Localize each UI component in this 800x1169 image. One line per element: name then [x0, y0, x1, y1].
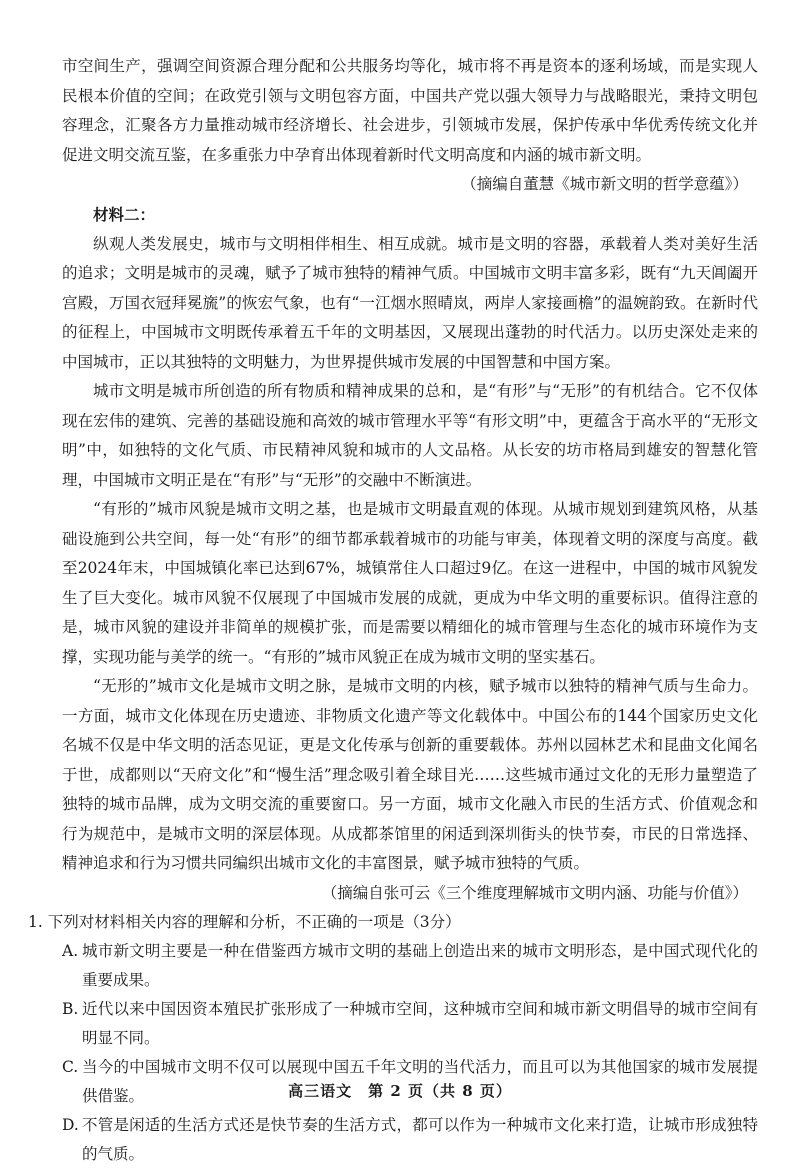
option-text: 近代以来中国因资本殖民扩张形成了一种城市空间，这种城市空间和城市新文明倡导的城市空间有明显不同。	[82, 1000, 758, 1047]
material2-source: （摘编自张可云《三个维度理解城市文明内涵、功能与价值》）	[321, 883, 748, 902]
material2-paragraph: “有形的”城市风貌是城市文明之基，也是城市文明最直观的体现。从城市规划到建筑风格，从基础设施到公共空间，每一处“有形”的细节都承载着城市的功能与审美，体现着文明的深度与高度。截至2024年末，中国城镇化率已达到67%，城镇常住人口超过9亿。在这一进程中，中国的城市风貌发生了巨大变化。城市风貌不仅展现了中国城市发展的成就，更成为中华文明的重要标识。值得注意的是，城市风貌的建设并非简单的规模扩张，而是需要以精细化的城市管理与生态化的城市环境作为支撑，实现功能与美学的统一。“有形的”城市风貌正在成为城市文明的坚实基石。	[62, 500, 758, 666]
material2-heading: 材料二：	[93, 204, 156, 224]
option-key: D.	[62, 1116, 79, 1134]
option-b	[62, 995, 758, 1053]
option-text: 城市新文明主要是一种在借鉴西方城市文明的基础上创造出来的城市文明形态，是中国式现代化的重要成果。	[82, 942, 758, 989]
option-key: C.	[62, 1058, 79, 1076]
option-text: 不管是闲适的生活方式还是快节奏的生活方式，都可以作为一种城市文化来打造，让城市形成独特的气质。	[82, 1116, 758, 1163]
option-a	[62, 937, 758, 995]
page-footer: 高三语文 第 2 页（共 8 页）	[288, 1082, 512, 1100]
material2-paragraph: 纵观人类发展史，城市与文明相伴相生、相互成就。城市是文明的容器，承载着人类对美好生活的追求；文明是城市的灵魂，赋予了城市独特的精神气质。中国城市文明丰富多彩，既有“九天阊阖开宫殿，万国衣冠拜冕旒”的恢宏气象，也有“一江烟水照晴岚，两岸人家接画檐”的温婉韵致。在新时代的征程上，中国城市文明既传承着五千年的文明基因，又展现出蓬勃的时代活力。以历史深处走来的中国城市，正以其独特的文明魅力，为世界提供城市发展的中国智慧和中国方案。	[62, 234, 758, 371]
question-1	[28, 908, 758, 1169]
option-text: 当今的中国城市文明不仅可以展现中国五千年文明的当代活力，而且可以为其他国家的城市发展提供借鉴。	[82, 1058, 758, 1105]
material2-paragraph: 城市文明是城市所创造的所有物质和精神成果的总和，是“有形”与“无形”的有机结合。它不仅体现在宏伟的建筑、完善的基础设施和高效的城市管理水平等“有形文明”中，更蕴含于高水平的“无形文明”中，如独特的文化气质、市民精神风貌和城市的人文品格。从长安的坊市格局到雄安的智慧化管理，中国城市文明正是在“有形”与“无形”的交融中不断演进。	[62, 382, 758, 489]
material1-source: （摘编自董慧《城市新文明的哲学意蕴》）	[461, 175, 748, 193]
material1-continuation: 市空间生产，强调空间资源合理分配和公共服务均等化，城市将不再是资本的逐利场域，而是实现人民根本价值的空间；在政党引领与文明包容方面，中国共产党以强大领导力与战略眼光，秉持文明包容理念，汇聚各方力量推动城市经济增长、社会进步，引领城市发展，保护传承中华优秀传统文化并促进文明交流互鉴，在多重张力中孕育出体现着新时代文明高度和内涵的城市新文明。	[62, 57, 758, 164]
option-d	[62, 1111, 758, 1169]
question-stem: 1. 下列对材料相关内容的理解和分析，不正确的一项是（3分）	[28, 913, 461, 931]
material2-paragraph: “无形的”城市文化是城市文明之脉，是城市文明的内核，赋予城市以独特的精神气质与生命力。一方面，城市文化体现在历史遗迹、非物质文化遗产等文化载体中。中国公布的144个国家历史文化名城不仅是中华文明的活态见证，更是文化传承与创新的重要载体。苏州以园林艺术和昆曲文化闻名于世，成都则以“天府文化”和“慢生活”理念吸引着全球目光……这些城市通过文化的无形力量塑造了独特的城市品牌，成为文明交流的重要窗口。另一方面，城市文化融入市民的生活方式、价值观念和行为规范中，是城市文明的深层体现。从成都茶馆里的闲适到深圳街头的快节奏，市民的日常选择、精神追求和行为习惯共同编织出城市文化的丰富图景，赋予城市独特的气质。	[62, 677, 758, 872]
option-key: B.	[62, 1000, 79, 1018]
option-key: A.	[62, 942, 79, 960]
